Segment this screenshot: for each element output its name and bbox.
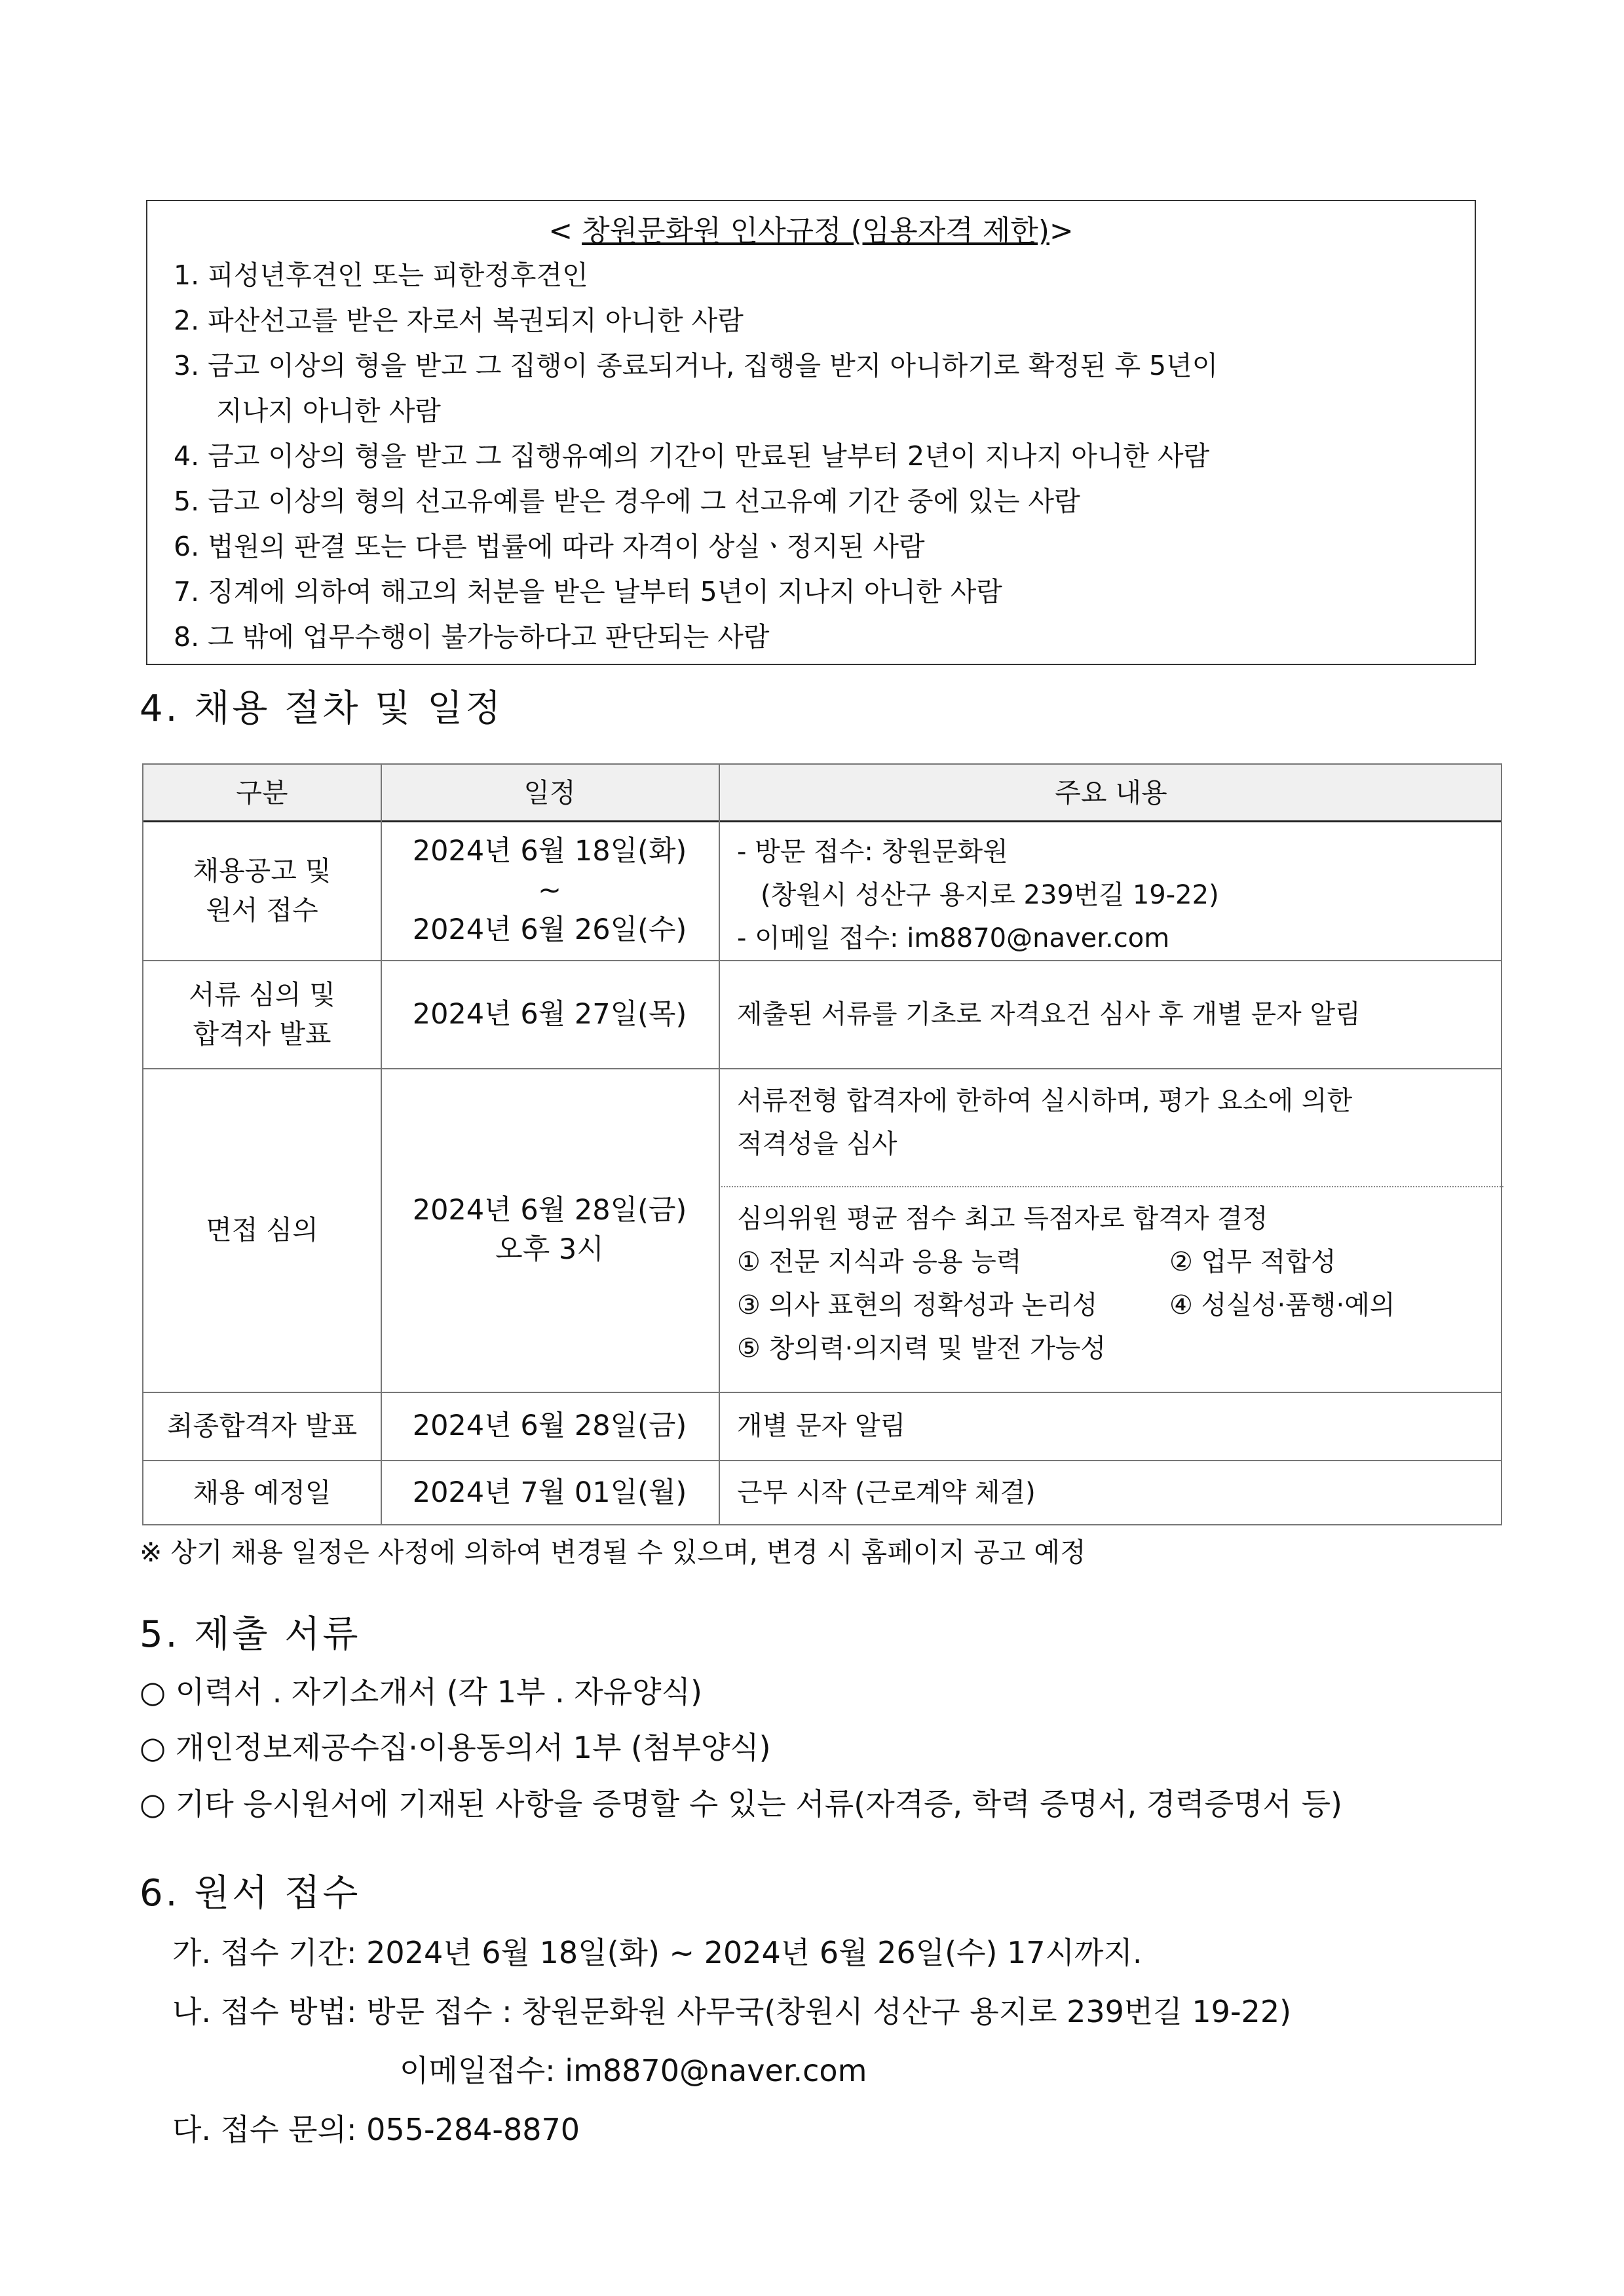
regulation-item-continued: 지나지 아니한 사람 [216,395,441,427]
regulations-title-main: 창원문화원 인사규정 (임용자격 제한) [582,214,1049,248]
table-row-category: 최종합격자 발표 [166,1410,358,1442]
table-row-details: 근무 시작 (근로계약 체결) [737,1478,1036,1508]
regulation-item: 5. 금고 이상의 형의 선고유예를 받은 경우에 그 선고유예 기간 중에 있는 사람 [174,486,1080,517]
column-header-category: 구분 [236,776,288,809]
regulation-item: 3. 금고 이상의 형을 받고 그 집행이 종료되거나, 집행을 받지 아니하기로 확정된 후 5년이 [174,350,1218,381]
regulation-item: 8. 그 밖에 업무수행이 불가능하다고 판단되는 사람 [174,621,770,653]
table-row-details: - 방문 접수: 창원문화원 (창원시 성산구 용지로 239번길 19-22) - 이메일 접수: im8870@naver.com [737,837,1219,953]
criterion-1: ① 전문 지식과 응용 능력 [737,1247,1022,1277]
application-method: 나. 접수 방법: 방문 접수 : 창원문화원 사무국(창원시 성산구 용지로 239번길 19-22) [172,1994,1292,2029]
criterion-4: ④ 성실성·품행·예의 [1169,1290,1395,1320]
column-header-date: 일정 [523,776,576,809]
column-header-details: 주요 내용 [1055,776,1167,809]
table-row-date: 2024년 6월 18일(화) ~ 2024년 6월 26일(수) [412,834,687,946]
regulation-item: 1. 피성년후견인 또는 피한정후견인 [174,259,588,291]
document-item: ○ 이력서 . 자기소개서 (각 1부 . 자유양식) [140,1674,702,1710]
regulations-box [146,200,1476,665]
regulation-item: 2. 파산선고를 받은 자로서 복권되지 아니한 사람 [174,305,744,336]
schedule-note: ※ 상기 채용 일정은 사정에 의하여 변경될 수 있으며, 변경 시 홈페이지 공고 예정 [140,1537,1086,1568]
table-row-category: 채용공고 및 원서 접수 [193,854,331,926]
regulations-title: < 창원문화원 인사규정 (임용자격 제한)> [548,214,1074,248]
table-row-category: 채용 예정일 [193,1477,331,1508]
application-period: 가. 접수 기간: 2024년 6월 18일(화) ~ 2024년 6월 26일(수) 17시까지. [172,1935,1142,1970]
document-item: ○ 기타 응시원서에 기재된 사항을 증명할 수 있는 서류(자격증, 학력 증명서, 경력증명서 등) [140,1786,1342,1822]
regulation-item: 6. 법원의 판결 또는 다른 법률에 따라 자격이 상실ㆍ정지된 사람 [174,531,925,562]
criterion-3: ③ 의사 표현의 정확성과 논리성 [737,1290,1098,1320]
table-row-date: 2024년 6월 28일(금) [412,1409,687,1442]
table-row-details: 개별 문자 알림 [737,1411,906,1441]
application-inquiry: 다. 접수 문의: 055-284-8870 [172,2112,580,2147]
table-row-details-a: 서류전형 합격자에 한하여 실시하며, 평가 요소에 의한 적격성을 심사 [737,1086,1353,1159]
section-4-heading: 4. 채용 절차 및 일정 [140,687,504,730]
regulation-item: 4. 금고 이상의 형을 받고 그 집행유예의 기간이 만료된 날부터 2년이 지나지 아니한 사람 [174,440,1210,472]
schedule-table [142,763,1502,1525]
table-row-details-b: 심의위원 평균 점수 최고 득점자로 합격자 결정 ① 전문 지식과 응용 능력 ② 업무 적합성 ③ 의사 표현의 정확성과 논리성 ④ 성실성·품행·예의 ⑤ 창의력·의지력 및 발전 가능성 [737,1197,1490,1370]
criterion-5: ⑤ 창의력·의지력 및 발전 가능성 [737,1333,1106,1364]
table-row-details: 제출된 서류를 기초로 자격요건 심사 후 개별 문자 알림 [737,999,1361,1029]
section-6-heading: 6. 원서 접수 [140,1872,361,1915]
document-item: ○ 개인정보제공수집·이용동의서 1부 (첨부양식) [140,1730,771,1765]
table-row-date: 2024년 6월 27일(목) [412,997,687,1031]
criterion-2: ② 업무 적합성 [1169,1247,1336,1277]
table-row-category: 서류 심의 및 합격자 발표 [188,978,336,1050]
section-5-heading: 5. 제출 서류 [140,1613,361,1656]
table-row-category: 면접 심의 [206,1214,318,1246]
regulation-item: 7. 징계에 의하여 해고의 처분을 받은 날부터 5년이 지나지 아니한 사람 [174,576,1002,607]
table-row-date: 2024년 6월 28일(금) 오후 3시 [412,1194,687,1266]
table-row-date: 2024년 7월 01일(월) [412,1476,687,1509]
application-email: 이메일접수: im8870@naver.com [400,2053,867,2088]
